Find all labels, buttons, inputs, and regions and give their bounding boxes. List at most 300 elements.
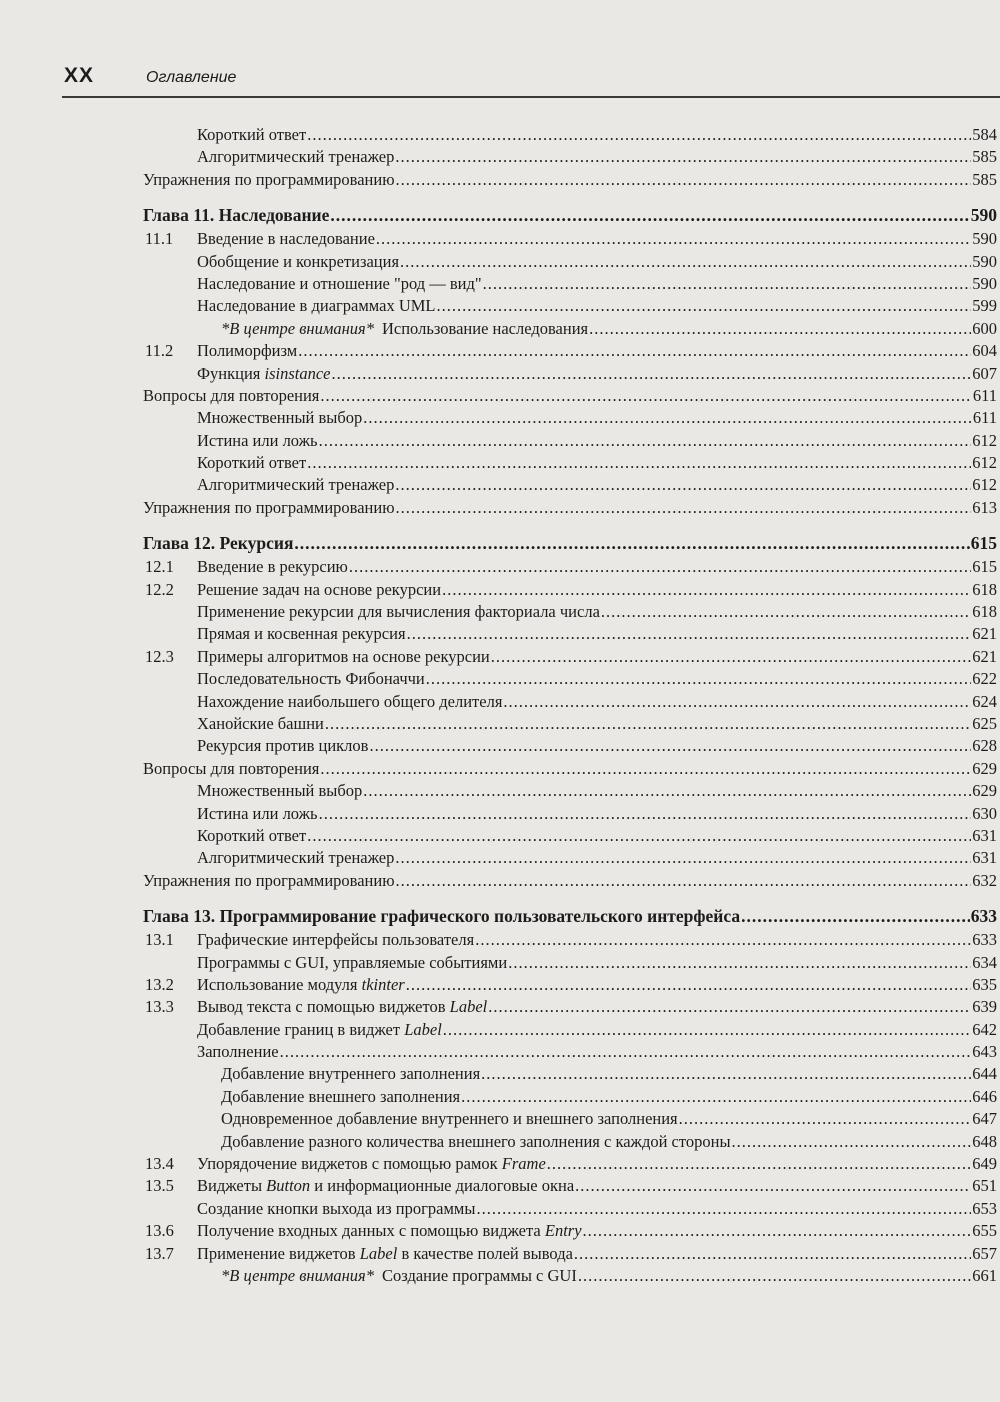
toc-entry[interactable] [143, 974, 997, 996]
page-ref: 644 [972, 1064, 997, 1084]
entry-title-text: Короткий ответ [197, 453, 307, 473]
entry-title [197, 1019, 442, 1041]
toc-entry[interactable] [143, 318, 997, 340]
entry-title-text: Функция [197, 363, 265, 383]
page-ref: 622 [972, 669, 997, 689]
toc-line [197, 1198, 997, 1220]
toc-entry[interactable] [143, 646, 997, 668]
page-ref: 585 [972, 169, 997, 189]
page-ref: 635 [972, 974, 997, 994]
toc-entry[interactable] [143, 169, 997, 191]
toc-line [221, 1108, 997, 1130]
entry-title [221, 1265, 577, 1287]
entry-title-italic: Entry [544, 1221, 582, 1241]
page-ref: 633 [972, 930, 997, 950]
entry-title-text: Добавление разного количества внешнего заполнения с каждой стороны [221, 1131, 731, 1151]
page-ref: 621 [972, 646, 997, 666]
toc-line [197, 1175, 997, 1197]
page-ref: 631 [972, 848, 997, 868]
entry-title [197, 1041, 279, 1063]
toc-line [197, 646, 997, 668]
toc-entry[interactable] [143, 430, 997, 452]
page-ref: 618 [972, 602, 997, 622]
toc-entry[interactable] [143, 1108, 997, 1130]
toc-line [197, 713, 997, 735]
page-ref: 661 [972, 1265, 997, 1285]
entry-title-text: Получение входных данных с помощью виджета [197, 1221, 545, 1241]
entry-title-text: Создание программы с GUI [381, 1265, 577, 1285]
entry-title-text: Короткий ответ [197, 825, 307, 845]
page-ref: 615 [970, 533, 997, 554]
toc-entry[interactable] [143, 668, 997, 690]
toc-line [221, 1063, 997, 1085]
toc-line [197, 847, 997, 869]
entry-title-text: Упражнения по программированию [143, 870, 395, 890]
dot-leader [376, 228, 971, 250]
chapter-heading[interactable] [143, 905, 997, 929]
dot-leader [491, 646, 971, 668]
dot-leader [325, 713, 971, 735]
dot-leader [589, 318, 971, 340]
toc-entry[interactable] [143, 952, 997, 974]
entry-title-italic: Label [359, 1243, 398, 1263]
toc-line [197, 295, 997, 317]
dot-leader [732, 1131, 972, 1153]
page-ref: 655 [972, 1221, 997, 1241]
dot-leader [426, 668, 971, 690]
page-ref: 590 [972, 229, 997, 249]
toc-entry[interactable] [143, 1153, 997, 1175]
toc-entry[interactable] [143, 497, 997, 519]
dot-leader [508, 952, 971, 974]
entry-title [197, 646, 490, 668]
toc-line [197, 1243, 997, 1265]
dot-leader [396, 870, 972, 892]
entry-title [143, 204, 329, 226]
entry-title [197, 1153, 546, 1175]
toc-line [197, 1153, 997, 1175]
toc-entry[interactable] [143, 758, 997, 780]
toc-line [197, 1041, 997, 1063]
toc-line [197, 124, 997, 146]
dot-leader [349, 556, 971, 578]
toc-line [221, 1086, 997, 1108]
toc-entry[interactable] [143, 996, 997, 1018]
entry-title [197, 952, 507, 974]
entry-title [197, 295, 436, 317]
entry-title [197, 1175, 574, 1197]
section-number: 11.2 [145, 341, 174, 361]
toc-entry[interactable] [143, 273, 997, 295]
entry-title [143, 870, 395, 892]
toc-line [143, 169, 997, 191]
page-ref: 612 [972, 430, 997, 450]
toc-entry[interactable] [143, 1243, 997, 1265]
section-number: 12.3 [145, 646, 174, 666]
dot-leader [481, 1063, 971, 1085]
toc-line [197, 556, 997, 578]
entry-title-text: Программы с GUI, управляемые событиями [197, 952, 508, 972]
entry-title [197, 340, 297, 362]
page-ref: 646 [972, 1086, 997, 1106]
dot-leader [294, 532, 969, 554]
toc-entry[interactable] [143, 713, 997, 735]
entry-title-italic: Button [266, 1176, 311, 1196]
page-ref: 621 [972, 624, 997, 644]
entry-title [197, 825, 306, 847]
toc-line [197, 273, 997, 295]
entry-title-text: Наследование в диаграммах UML [197, 296, 436, 316]
entry-title-text: Заполнение [197, 1042, 279, 1062]
toc-line [197, 668, 997, 690]
toc-entry[interactable] [143, 1086, 997, 1108]
toc-entry[interactable] [143, 870, 997, 892]
page-number: XX [64, 64, 95, 87]
dot-leader [578, 1265, 971, 1287]
entry-title [197, 803, 318, 825]
section-number: 13.7 [145, 1243, 174, 1263]
entry-title-text: Одновременное добавление внутреннего и внешнего заполнения [221, 1109, 678, 1129]
toc-entry[interactable] [143, 340, 997, 362]
entry-title-text: Алгоритмический тренажер [197, 475, 395, 495]
entry-title-text: Применение рекурсии для вычисления факториала числа [197, 602, 600, 622]
page-ref: 604 [972, 341, 997, 361]
section-number: 13.6 [145, 1221, 174, 1241]
entry-title-text: Создание кнопки выхода из программы [197, 1198, 476, 1218]
page-ref: 634 [972, 952, 997, 972]
dot-leader [741, 905, 970, 927]
toc-entry[interactable] [143, 623, 997, 645]
entry-title-italic: tkinter [361, 974, 405, 994]
toc-line [143, 870, 997, 892]
toc-line [197, 1220, 997, 1242]
dot-leader [395, 847, 971, 869]
toc-entry[interactable] [143, 1131, 997, 1153]
entry-title-text: Применение виджетов [197, 1243, 360, 1263]
entry-title-text: Обобщение и конкретизация [197, 251, 400, 271]
toc-line [197, 146, 997, 168]
page-ref: 611 [972, 385, 997, 405]
entry-title [197, 668, 425, 690]
entry-title-text: Глава 11. Наследование [143, 205, 330, 226]
section-gap [143, 892, 997, 905]
entry-title [197, 713, 324, 735]
entry-title [197, 273, 482, 295]
entry-title [197, 556, 348, 578]
focus-label: *В центре внимания* [221, 318, 374, 338]
entry-title-text: Глава 13. Программирование графического пользовательского интерфейса [143, 906, 741, 927]
page-ref: 643 [972, 1042, 997, 1062]
toc-entry[interactable] [143, 146, 997, 168]
section-number: 13.5 [145, 1176, 174, 1196]
entry-title-rest: в качестве полей вывода [397, 1243, 573, 1263]
page-ref: 590 [972, 273, 997, 293]
toc-entry[interactable] [143, 691, 997, 713]
toc-line [197, 340, 997, 362]
dot-leader [298, 340, 971, 362]
entry-title [197, 929, 474, 951]
entry-title [197, 1220, 582, 1242]
entry-title-italic: Label [404, 1019, 442, 1039]
entry-title-text: Истина или ложь [197, 803, 318, 823]
toc-entry[interactable] [143, 385, 997, 407]
page-ref: 657 [972, 1243, 997, 1263]
toc-entry[interactable] [143, 601, 997, 623]
toc-entry[interactable] [143, 407, 997, 429]
entry-title-italic: Frame [501, 1154, 546, 1174]
dot-leader [475, 929, 971, 951]
toc-entry[interactable] [143, 452, 997, 474]
entry-title-italic: Label [449, 997, 488, 1017]
entry-title [197, 363, 331, 385]
dot-leader [395, 146, 971, 168]
dot-leader [280, 1041, 972, 1063]
entry-title-text: Упражнения по программированию [143, 169, 395, 189]
dot-leader [369, 735, 971, 757]
dot-leader [330, 204, 969, 226]
toc-line [197, 952, 997, 974]
section-gap [143, 519, 997, 532]
entry-title [221, 1086, 460, 1108]
toc-entry[interactable] [143, 825, 997, 847]
dot-leader [400, 251, 971, 273]
toc-line [197, 474, 997, 496]
page-ref: 648 [972, 1131, 997, 1151]
page-ref: 631 [972, 825, 997, 845]
toc-line [197, 803, 997, 825]
toc-line [197, 691, 997, 713]
entry-title-text: Добавление внешнего заполнения [221, 1086, 461, 1106]
entry-title [197, 474, 394, 496]
dot-leader [503, 691, 971, 713]
entry-title [197, 601, 600, 623]
entry-title-text: Прямая и косвенная рекурсия [197, 624, 406, 644]
toc-line [197, 825, 997, 847]
entry-title-text: Упорядочение виджетов с помощью рамок [197, 1154, 502, 1174]
page-ref: 585 [972, 147, 997, 167]
page-ref: 613 [972, 497, 997, 517]
page-ref: 630 [972, 803, 997, 823]
section-number: 13.4 [145, 1154, 174, 1174]
entry-title-text: Последовательность Фибоначчи [197, 669, 425, 689]
entry-title-text: Добавление границ в виджет [197, 1019, 405, 1039]
entry-title-text: Использование модуля [197, 974, 362, 994]
entry-title-text: Множественный выбор [197, 781, 363, 801]
entry-title-text: Множественный выбор [197, 408, 363, 428]
entry-title [143, 497, 395, 519]
dot-leader [319, 430, 972, 452]
running-title: Оглавление [146, 69, 237, 86]
toc-line [143, 758, 997, 780]
page-ref: 584 [972, 125, 997, 144]
section-number: 13.1 [145, 930, 174, 950]
toc-line [197, 601, 997, 623]
section-gap [143, 191, 997, 204]
entry-title [143, 905, 740, 927]
toc-line [197, 780, 997, 802]
entry-title [197, 735, 368, 757]
toc-line [143, 204, 997, 226]
toc-line [197, 1019, 997, 1041]
toc-line [143, 385, 997, 407]
dot-leader [363, 407, 972, 429]
entry-title-text: Введение в рекурсию [197, 557, 348, 577]
entry-title-text: Рекурсия против циклов [197, 736, 369, 756]
toc-entry[interactable] [143, 1220, 997, 1242]
dot-leader [307, 124, 971, 146]
toc-line [197, 430, 997, 452]
toc-entry[interactable] [143, 735, 997, 757]
page-ref: 612 [972, 475, 997, 495]
toc-entry[interactable] [143, 1265, 997, 1287]
dot-leader [395, 474, 971, 496]
entry-title-italic: isinstance [264, 363, 331, 383]
toc-line [197, 996, 997, 1018]
entry-title [197, 146, 394, 168]
focus-label: *В центре внимания* [221, 1265, 374, 1285]
page-ref: 649 [972, 1154, 997, 1174]
toc-entry[interactable] [143, 295, 997, 317]
toc-line [197, 735, 997, 757]
page-ref: 618 [972, 579, 997, 599]
dot-leader [396, 169, 972, 191]
entry-title [197, 1243, 573, 1265]
page-ref: 615 [972, 557, 997, 577]
page-ref: 629 [972, 781, 997, 801]
toc-entry[interactable] [143, 1175, 997, 1197]
toc-entry[interactable] [143, 929, 997, 951]
dot-leader [443, 1019, 971, 1041]
entry-title-text: Алгоритмический тренажер [197, 848, 395, 868]
entry-title-text: Глава 12. Рекурсия [143, 533, 294, 554]
dot-leader [601, 601, 971, 623]
entry-title [197, 1198, 475, 1220]
entry-title [197, 124, 306, 146]
dot-leader [307, 825, 971, 847]
page-ref: 600 [972, 318, 997, 338]
page-ref: 647 [972, 1109, 997, 1129]
toc-entry[interactable] [143, 363, 997, 385]
running-header [62, 62, 1000, 98]
entry-title-text: Ханойские башни [197, 713, 324, 733]
entry-title [143, 169, 395, 191]
entry-title [197, 974, 405, 996]
toc-line [197, 579, 997, 601]
toc-entry[interactable] [143, 474, 997, 496]
entry-title-text: Алгоритмический тренажер [197, 147, 395, 167]
section-number: 13.2 [145, 974, 174, 994]
dot-leader [437, 295, 972, 317]
toc-entry[interactable] [143, 1063, 997, 1085]
dot-leader [319, 803, 972, 825]
entry-title [143, 758, 319, 780]
entry-title-text: Наследование и отношение "род — вид" [197, 273, 482, 293]
page-ref: 642 [972, 1019, 997, 1039]
chapter-heading[interactable] [143, 532, 997, 556]
dot-leader [483, 273, 972, 295]
toc-entry[interactable] [143, 124, 997, 146]
entry-title [197, 996, 487, 1018]
entry-title [143, 532, 293, 554]
entry-title-text: Введение в наследование [197, 229, 375, 249]
section-number: 12.2 [145, 579, 174, 599]
page-ref: 612 [972, 453, 997, 473]
dot-leader [583, 1220, 972, 1242]
entry-title-text: Вопросы для повторения [143, 385, 320, 405]
page-ref: 629 [972, 758, 997, 778]
dot-leader [442, 579, 971, 601]
entry-title-text: Добавление внутреннего заполнения [221, 1064, 481, 1084]
dot-leader [320, 385, 971, 407]
toc-line [197, 228, 997, 250]
toc-entry[interactable] [143, 847, 997, 869]
dot-leader [396, 497, 972, 519]
dot-leader [574, 1243, 971, 1265]
dot-leader [407, 623, 972, 645]
entry-title [197, 691, 502, 713]
toc-line [197, 452, 997, 474]
dot-leader [406, 974, 972, 996]
toc-entry[interactable] [143, 579, 997, 601]
toc-line [221, 318, 997, 340]
toc-entry[interactable] [143, 1198, 997, 1220]
entry-title-text: Виджеты [197, 1176, 267, 1196]
toc-entry[interactable] [143, 803, 997, 825]
entry-title-rest: и информационные диалоговые окна [310, 1176, 575, 1196]
page-ref: 639 [972, 997, 997, 1017]
entry-title [197, 228, 375, 250]
entry-title [197, 251, 399, 273]
section-number: 13.3 [145, 997, 174, 1017]
page-ref: 651 [972, 1176, 997, 1196]
dot-leader [363, 780, 971, 802]
dot-leader [488, 996, 971, 1018]
entry-title-text: Примеры алгоритмов на основе рекурсии [197, 646, 490, 666]
entry-title [143, 385, 319, 407]
toc-entry[interactable] [143, 556, 997, 578]
dot-leader [575, 1175, 971, 1197]
entry-title [197, 780, 362, 802]
entry-title-text: Истина или ложь [197, 430, 318, 450]
toc-line [143, 497, 997, 519]
dot-leader [476, 1198, 971, 1220]
entry-title-text: Нахождение наибольшего общего делителя [197, 691, 503, 711]
toc-entry[interactable] [143, 1019, 997, 1041]
toc-entry[interactable] [143, 1041, 997, 1063]
dot-leader [332, 363, 972, 385]
chapter-heading[interactable] [143, 204, 997, 228]
toc-line [143, 532, 997, 554]
entry-title [221, 1108, 678, 1130]
entry-title-text: Вывод текста с помощью виджетов [197, 997, 450, 1017]
toc-line [197, 929, 997, 951]
toc-line [197, 363, 997, 385]
entry-title [197, 407, 362, 429]
table-of-contents [143, 124, 997, 1287]
entry-title [197, 847, 394, 869]
page-ref: 633 [970, 906, 997, 927]
entry-title [197, 430, 318, 452]
toc-line [197, 407, 997, 429]
entry-title-text: Короткий ответ [197, 125, 307, 144]
page-ref: 607 [972, 363, 997, 383]
page-ref: 611 [972, 408, 997, 428]
toc-entry[interactable] [143, 228, 997, 250]
toc-entry[interactable] [143, 780, 997, 802]
section-number: 11.1 [145, 229, 174, 249]
toc-entry[interactable] [143, 251, 997, 273]
entry-title-text: Упражнения по программированию [143, 497, 395, 517]
